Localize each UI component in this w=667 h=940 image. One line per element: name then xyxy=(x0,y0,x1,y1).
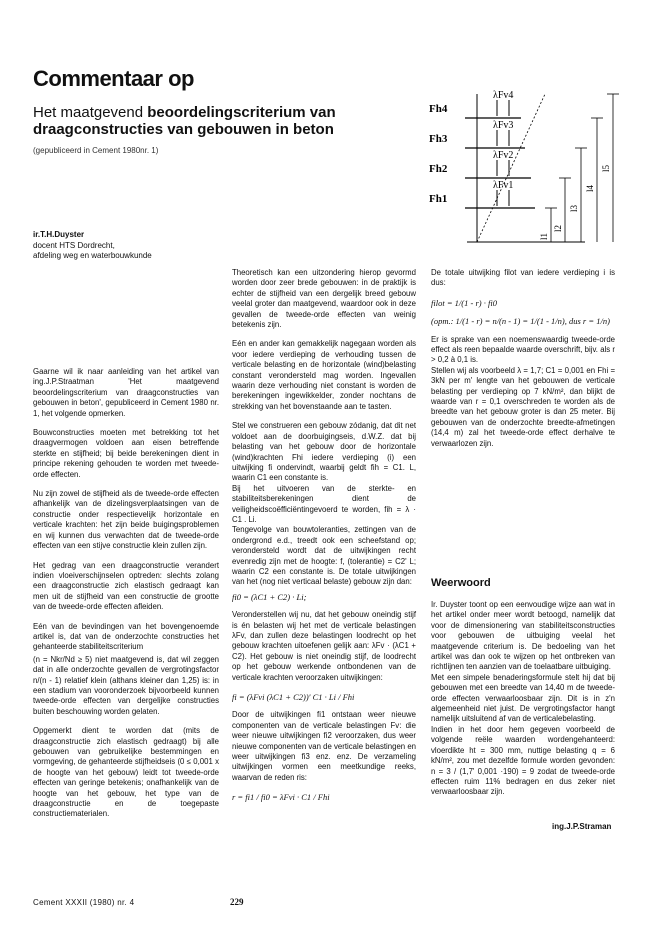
paragraph: Het gedrag van een draagconstructie verandert indien vloeiverschijnselen optreden: slechts zolang een draagconstructie zich elastisch gedraagt kan men uit de stijfheid van een constructie de grootte van de tweede-orde effecten afleiden. xyxy=(33,560,219,612)
formula-note: (opm.: 1/(1 - r) = n/(n - 1) = 1/(1 - 1/n), dus r = 1/n) xyxy=(431,316,610,327)
paragraph: Eén en ander kan gemakkelijk nagegaan worden als voor iedere verdieping de verhouding tussen de verticale belasting en de horizontale (wind)belasting constant verondersteld mag worden. Ingevallen waarin deze verhouding niet constant is worden de berekeningen ingewikkelder, zonder nochtans de strekking van het bovenstaande aan te tasten. xyxy=(232,339,416,411)
formula-r: r = fi1 / fi0 = λFvi · C1 / Fhi xyxy=(232,792,330,803)
paragraph: Theoretisch kan een uitzondering hierop gevormd worden door zeer brede gebouwen: in de praktijk is echter de stijfheid van een dergelijk breed gebouw veelal groter dan maatgevend, waardoor ook in deze gevallen de tweede-orde effecten van weinig betekenis zijn. xyxy=(232,268,416,330)
paragraph: Ir. Duyster toont op een eenvoudige wijze aan wat in het artikel onder meer wordt betoogd, namelijk dat voor de dimensionering van stabiliteitsconstructies voor gebouwen de uitbuiging veelal het maatgevende criterium is. De bedoeling van het artikel was dan ook te wijzen op het ontbreken van richtlijnen ten aanzien van de toelaatbare uitbuiging. xyxy=(431,600,615,672)
page-number: 229 xyxy=(230,897,244,907)
column-3-reply xyxy=(431,600,615,807)
paragraph: Indien in het door hem gegeven voorbeeld de volgende reële waarden wordengehanteerd: vloerdikte ht = 300 mm, nuttige belasting q = 6 kN/m², zou met dezelfde formule worden gevonden: n = 3 / (1,7' 0,001 ·190) = 9 zodat de tweede-orde effecten ruim 11% bedragen en dus zeker niet verwaarloosbaar zijn. xyxy=(431,724,615,797)
height-label-l3: l3 xyxy=(569,204,579,212)
column-1 xyxy=(33,367,219,829)
author-affiliation-2: afdeling weg en waterbouwkunde xyxy=(33,251,152,260)
load-label-fv1: λFv1 xyxy=(493,180,514,191)
paragraph: Er is sprake van een noemenswaardig tweede-orde effect als reen bepaalde waarde overschrift, bijv. als r > 0,2 à 0,1 is. xyxy=(431,334,615,365)
column-2 xyxy=(232,268,416,811)
article-subtitle: Het maatgevend beoordelingscriterium van draagconstructies van gebouwen in beton xyxy=(33,104,336,138)
height-label-l1: l1 xyxy=(539,232,549,240)
paragraph: Gaarne wil ik naar aanleiding van het artikel van ing.J.P.Straatman 'Het maatgevend beoordelingscriterium van draagconstructies van gebouwen in beton', gepubliceerd in Cement 1980 nr. 1, het volgende opmerken. xyxy=(33,367,219,418)
column-3 xyxy=(431,268,615,458)
paragraph: Stel we construeren een gebouw zódanig, dat dit net voldoet aan de doorbuigingseis, d.W.Z. dat bij belasting van het gebouw door de horizontale (wind)krachten Fhi iedere verdieping (i) een uitwijking fi ondervindt, waarbij geldt fih = C1. L, waarin C1 een constante is. xyxy=(232,421,416,483)
article-title: Commentaar op xyxy=(33,66,194,91)
paragraph: Bouwconstructies moeten met betrekking tot het draagvermogen voldoen aan eisen betreffende sterkte en stijfheid; bij beide berekeningen dient in principe rekening gehouden te worden met tweede-orde effecten. xyxy=(33,428,219,479)
formula-filot: filot = 1/(1 - r) · fi0 xyxy=(431,297,497,308)
author-block xyxy=(33,230,152,262)
paragraph: Door de uitwijkingen fi1 ontstaan weer nieuwe componenten van de verticale belastingen Fv: die weer nieuwe uitwijkingen fi2 veroorzaken, dus weer nieuwe componenten van de verticale belastingen en weer uitwijkingen fi3 enz. enz. De verzameling uitwijkingen vormen een meetkundige reeks, waarvan de reden ris: xyxy=(232,710,416,782)
paragraph: Veronderstellen wij nu, dat het gebouw oneindig stijf is én belasten wij het met de verticale belastingen λFv, dan zullen deze belastingen loodrecht op het gebouw krachten uitoefenen gelijk aan: λFv · (λC1 + C2). Het gebouw is niet oneindig stijf, de loodrecht op het gebouw werkende ontbondenen van de verticale krachten veroorzaken uitwijkingen: xyxy=(232,610,416,682)
height-label-l2: l2 xyxy=(553,224,563,232)
formula-fi0: fi0 = (λC1 + C2) · Li; xyxy=(232,591,307,602)
author-name: ir.T.H.Duyster xyxy=(33,230,85,239)
height-label-l5: l5 xyxy=(601,164,611,172)
load-label-fv3: λFv3 xyxy=(493,120,514,131)
journal-footer: Cement XXXII (1980) nr. 4 xyxy=(33,898,135,907)
force-label-fh1: Fh1 xyxy=(429,193,448,205)
paragraph: Opgemerkt dient te worden dat (mits de draagconstructie zich elastisch gedraagt) bij alle gebouwen van gebruikelijke bestemmingen en vormgeving, de gehanteerde stijfheidseis (0 ≤ 0,001 x de hoogte van het gebouw) leidt tot tweede-orde effecten van geringe betekenis; onafhankelijk van de hoogte van het gebouw, het type van de draagconstructie en de toegepaste constructiematerialen. xyxy=(33,726,219,819)
paragraph: Stellen wij als voorbeeld λ = 1,7; C1 = 0,001 en Fhi = 3kN per m' lengte van het gebouwen de verticale belasting per verdieping op 7 kN/m², dan blijkt de waarde van r = 0,1 overschreden te worden als de breedte van het gebouw groter is dan 25 meter. Bij gebouwen van de onderzochte breedte-afmetingen (14,4 m) zal het tweede-orde effect derhalve te verwaarlozen zijn. xyxy=(431,365,615,448)
paragraph: De totale uitwijking filot van iedere verdieping i is dus: xyxy=(431,268,615,288)
paragraph: (n = Nkr/Nd ≥ 5) niet maatgevend is, dat wil zeggen dat in alle onderzochte gevallen de vergrotingsfactor n/(n - 1) relatief klein (althans kleiner dan 1,25) is: in een stadium van vooronderzoek bijvoorbeeld kunnen tweede-orde effecten van dergelijke constructies buiten beschouwing worden gelaten. xyxy=(33,654,219,716)
formula-fi: fi = (λFvi (λC1 + C2))' C1 · Li / Fhi xyxy=(232,692,355,703)
paragraph: Nu zijn zowel de stijfheid als de tweede-orde effecten afhankelijk van de dizelingsverplaatsingen van de constructie onder respectievelijk horizontale en verticale krachten: het zijn beide buigingsproblemen en wij kunnen dus verwachten dat de tweede-orde effecten van een stijve constructie klein zullen zijn. xyxy=(33,489,219,551)
publication-note: (gepubliceerd in Cement 1980nr. 1) xyxy=(33,146,159,155)
paragraph: Tengevolge van bouwtoleranties, zettingen van de ondergrond e.d., treedt ook een scheefstand op; verondersteld wordt dat de uitwijkingen recht evenredig zijn met de hoogte: f, (tolerantie) = C2' L; waarin C2 een constante is. De totale uitwijkingen van het (nog niet verticaal belaste) gebouw zijn dan: xyxy=(232,525,416,587)
paragraph: Eén van de bevindingen van het bovengenoemde artikel is, dat van de onderzochte constructies het gehanteerde stabiliteitscriterium xyxy=(33,621,219,652)
force-label-fh4: Fh4 xyxy=(429,103,448,115)
load-label-fv2: λFv2 xyxy=(493,150,514,161)
force-label-fh3: Fh3 xyxy=(429,133,448,145)
author-affiliation-1: docent HTS Dordrecht, xyxy=(33,240,115,250)
section-heading-weerwoord: Weerwoord xyxy=(431,577,491,589)
building-diagram xyxy=(425,82,635,260)
force-label-fh2: Fh2 xyxy=(429,163,448,175)
reply-signature: ing.J.P.Straman xyxy=(552,822,612,831)
height-label-l4: l4 xyxy=(585,184,595,192)
paragraph: Bij het uitvoeren van de sterkte- en stabiliteitsberekeningen dient de veiligheidscoëfficiëntingevoerd te worden, fih = λ · C1 . Li. xyxy=(232,483,416,524)
paragraph: Met een simpele benaderingsformule stelt hij dat bij gebouwen met een breedte van 14,40 m de tweede-orde effecten verwaarloosbaar zijn. Dit is in z'n algemeenheid niet juist. De vergrotingsfactor hangt namelijk uitsluitend af van de verticalebelasting. xyxy=(431,672,615,724)
load-label-fv4: λFv4 xyxy=(493,90,514,101)
